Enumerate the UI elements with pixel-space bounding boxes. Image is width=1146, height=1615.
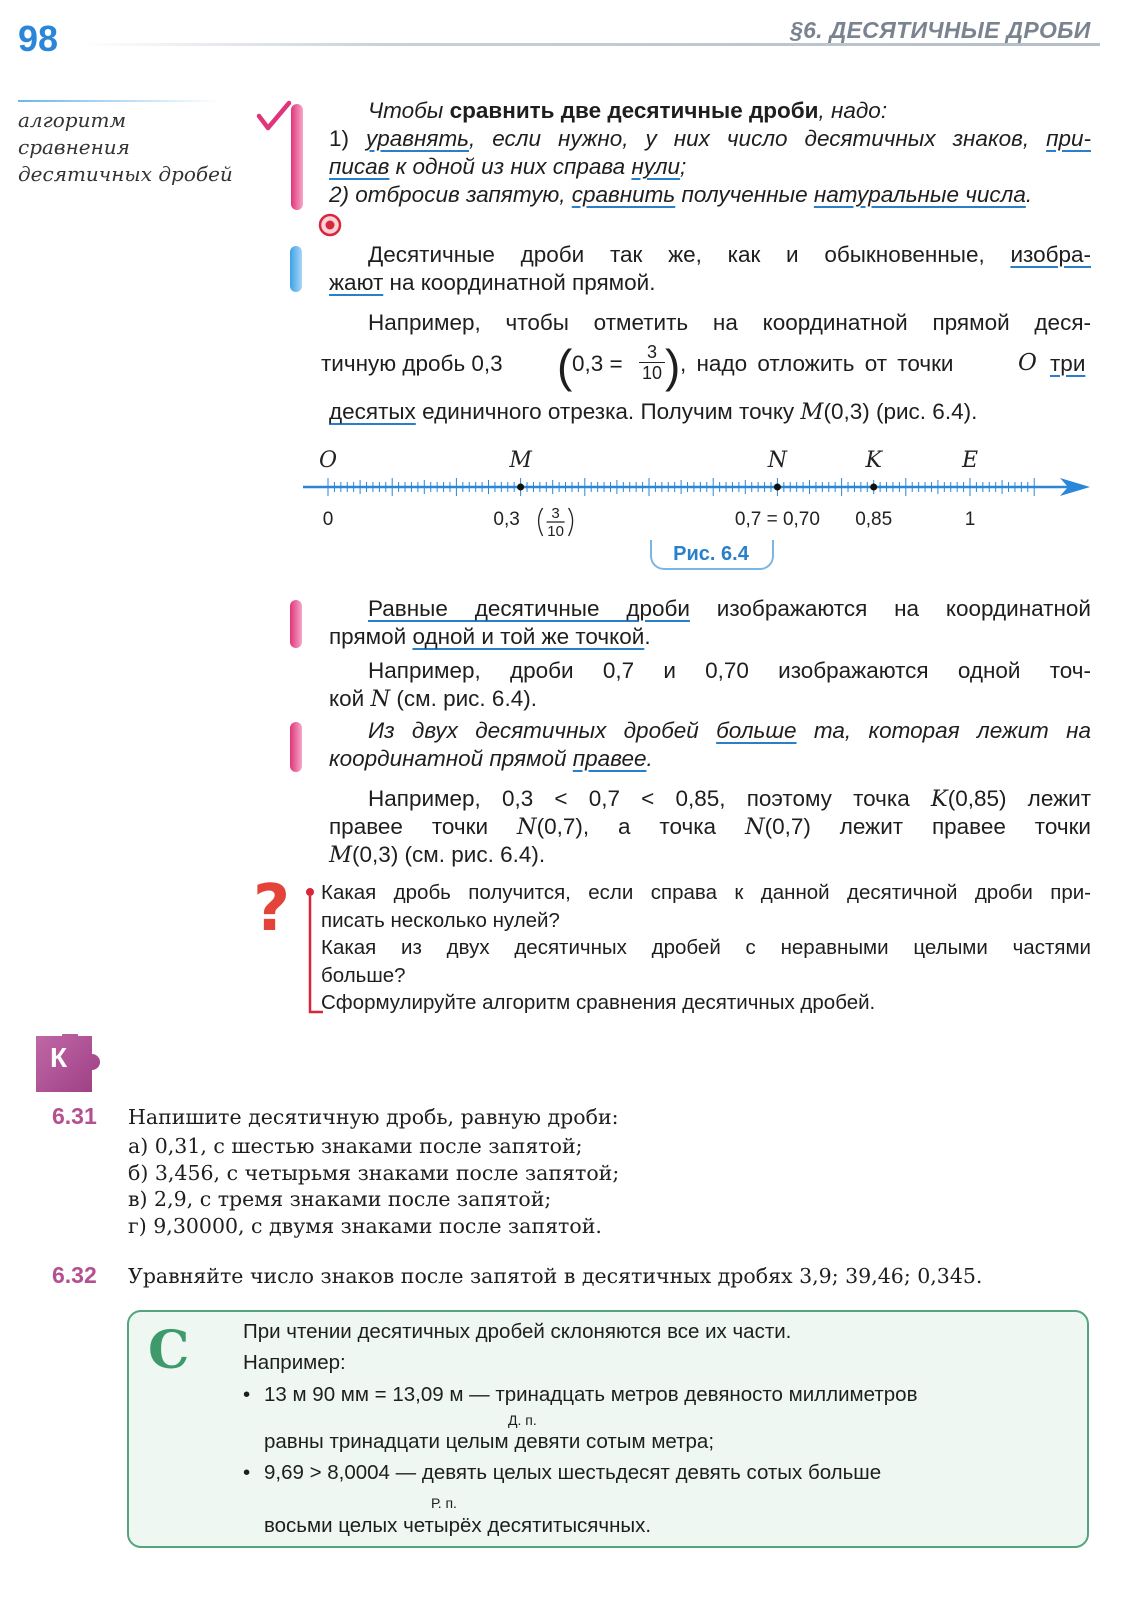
underlined-text: сравнить — [571, 182, 676, 207]
underlined-text: натуральные числа — [813, 182, 1026, 207]
text: (0,7) лежит правее точки — [764, 814, 1091, 839]
check-mark-icon — [256, 100, 292, 134]
point-letter: E — [961, 448, 979, 473]
note-line: При чтении десятичных дробей склоняются все их части. — [243, 1320, 792, 1343]
text: , надо: — [818, 98, 888, 123]
paren-close: ) — [665, 340, 681, 392]
text: (0,7), а точка — [536, 814, 745, 839]
rule-compare-line — [329, 96, 1119, 125]
exercise-item: б) 3,456, с четырьмя знаками после запятой; — [128, 1160, 620, 1185]
example-line: Например, чтобы отметить на координатной прямой деся- — [368, 310, 1091, 335]
point-label: 1 — [964, 509, 976, 530]
question-line: Какая из двух десятичных дробей с неравными целыми частями — [321, 936, 1091, 959]
point-label: 0,7 = 0,70 — [734, 509, 820, 530]
frac-num: 3 — [551, 505, 560, 522]
figure-caption: Рис. 6.4 — [673, 543, 749, 565]
puzzle-piece-icon — [34, 1034, 106, 1098]
rule-bracket — [290, 722, 302, 772]
example-line — [321, 340, 1091, 390]
italic-letter: M — [800, 399, 824, 425]
margin-note-line: десятичных дробей — [18, 162, 233, 186]
text: изображаются на координатной — [689, 596, 1091, 621]
italic-letter: N — [516, 814, 537, 840]
point-letter: K — [865, 448, 882, 473]
point-dot — [517, 484, 524, 491]
text: Чтобы — [368, 98, 450, 123]
fraction — [639, 342, 665, 383]
question-line: писать несколько нулей? — [321, 908, 560, 932]
example-line — [329, 812, 1091, 842]
underlined-text: писав — [329, 154, 390, 179]
example-line — [329, 397, 1099, 427]
section-title: §6. ДЕСЯТИЧНЫЕ ДРОБИ — [790, 17, 1091, 43]
bullet: • — [243, 1461, 251, 1484]
text: та, которая лежит на — [796, 718, 1091, 743]
text: координатной прямой — [329, 746, 573, 771]
text: к одной из них справа — [389, 154, 632, 179]
question-line: Сформулируйте алгоритм сравнения десятичных дробей. — [321, 991, 876, 1014]
text: (см. рис. 6.4). — [390, 686, 537, 711]
underlined-text: уравнять — [366, 126, 470, 151]
margin-note-rule — [18, 100, 218, 102]
rule-compare-line — [329, 180, 1119, 209]
underlined-text: больше — [716, 718, 797, 743]
text: ; — [680, 154, 687, 179]
exercise-items — [128, 1133, 619, 1239]
question-line: Какая дробь получится, если справа к данной десятичной дроби при- — [321, 881, 1091, 904]
underlined-text: правее — [572, 746, 647, 771]
text: 2) отбросив запятую, — [329, 182, 572, 207]
note-line: 9,69 > 8,0004 — девять целых шестьдесят девять сотых больше — [264, 1461, 882, 1484]
underlined-text: Равные десятичные дроби — [368, 596, 690, 621]
text: (0,3) (см. рис. 6.4). — [352, 842, 546, 867]
frac-paren-open — [539, 508, 543, 536]
text: 0,3 = — [572, 351, 623, 376]
rule-greater-line — [329, 744, 1119, 773]
italic-letter: N — [370, 686, 391, 712]
text: кой — [329, 686, 371, 711]
text: 1) — [329, 126, 367, 151]
exercise-item: а) 0,31, с шестью знаками после запятой; — [128, 1134, 583, 1158]
note-line: равны тринадцати целым девяти сотым метра; — [264, 1430, 715, 1453]
margin-note — [18, 107, 233, 188]
point-letter: O — [318, 448, 338, 473]
text: на координатной прямой. — [383, 270, 656, 295]
number-line-figure — [300, 440, 1100, 540]
text: прямой — [329, 624, 413, 649]
text: тичную дробь 0,3 — [321, 351, 503, 376]
underlined-text: нули — [631, 154, 681, 179]
point-label: 0,3 — [493, 509, 520, 530]
rule-greater-line — [329, 716, 1091, 745]
case-label: Р. п. — [431, 1495, 457, 1511]
text: , надо отложить от точки — [680, 351, 954, 376]
point-label: 0,85 — [855, 509, 893, 530]
puzzle-letter: К — [50, 1042, 68, 1073]
point-label: 0 — [322, 509, 334, 530]
point-dot — [774, 484, 781, 491]
point-dot — [870, 484, 877, 491]
question-mark-icon: ? — [253, 872, 291, 946]
text: Десятичные дроби так же, как и обыкновенные, — [368, 242, 1011, 267]
text: Из двух десятичных дробей — [368, 718, 717, 743]
italic-letter: M — [329, 842, 353, 868]
rule-compare-line — [329, 124, 1091, 153]
exercise-item: в) 2,9, с тремя знаками после запятой; — [128, 1187, 552, 1211]
note-box — [127, 1310, 1089, 1548]
rule-bracket — [291, 104, 303, 210]
frac-paren-close — [569, 508, 573, 536]
text: (0,3) (рис. 6.4). — [823, 399, 978, 424]
italic-letter: O — [1018, 350, 1037, 376]
rule-equal-line — [329, 594, 1091, 623]
text: , если нужно, у них число десятичных знаков, — [469, 126, 1047, 151]
underlined-text: изобра- — [1010, 242, 1091, 267]
bold-text: сравнить две десятичные дроби — [449, 98, 819, 123]
rule-equal-line — [329, 622, 1119, 651]
underlined-text: жают — [329, 270, 384, 295]
note-line: Например: — [243, 1351, 346, 1374]
example-line: Например, дроби 0,7 и 0,70 изображаются одной точ- — [368, 658, 1091, 683]
text: . — [644, 624, 651, 649]
underlined-text: при- — [1046, 126, 1091, 151]
exercise-text: Уравняйте число знаков после запятой в десятичных дробях 3,9; 39,46; 0,345. — [128, 1264, 983, 1288]
italic-letter: K — [930, 786, 948, 812]
example-line — [329, 684, 1119, 714]
note-logo-icon: С — [148, 1320, 190, 1381]
note-line: 13 м 90 мм = 13,09 м — тринадцать метров девяносто миллиметров — [264, 1383, 918, 1406]
margin-note-line: сравнения — [18, 135, 130, 159]
exercise-text: Напишите десятичную дробь, равную дроби: — [128, 1105, 619, 1129]
text: единичного отрезка. Получим точку — [415, 399, 801, 424]
example-line — [329, 784, 1091, 814]
rule-bracket — [290, 600, 302, 648]
exercise-item: г) 9,30000, с двумя знаками после запятой. — [128, 1213, 602, 1238]
frac-den: 10 — [547, 523, 564, 540]
rule-compare-line — [329, 152, 1119, 181]
note-line: восьми целых четырёх десятитысячных. — [264, 1514, 652, 1537]
case-label: Д. п. — [508, 1412, 537, 1428]
number-line — [300, 440, 1100, 540]
rule-bracket — [290, 246, 302, 292]
italic-letter: N — [744, 814, 765, 840]
paren-open: ( — [557, 340, 573, 392]
fraction-num: 3 — [639, 342, 665, 363]
point-letter: N — [767, 448, 788, 473]
text: (0,85) лежит — [947, 786, 1092, 811]
page-number: 98 — [18, 18, 59, 59]
exercise-number: 6.31 — [52, 1103, 97, 1129]
underlined-text: одной и той же точкой — [412, 624, 645, 649]
text: . — [646, 746, 653, 771]
underlined-text: десятых — [329, 399, 416, 424]
text: правее точки — [329, 814, 517, 839]
target-icon — [318, 213, 342, 237]
rule-coord-line — [329, 268, 1119, 297]
rule-coord-line — [329, 240, 1091, 269]
text: Например, 0,3 < 0,7 < 0,85, поэтому точка — [368, 786, 931, 811]
fraction-den: 10 — [641, 363, 663, 383]
underlined-text: три — [1050, 351, 1086, 376]
bullet: • — [243, 1383, 251, 1406]
text: . — [1025, 182, 1033, 207]
exercise-number: 6.32 — [52, 1262, 97, 1288]
questions — [321, 879, 1091, 1017]
text: полученные — [675, 182, 814, 207]
example-line — [329, 840, 1119, 870]
margin-note-line: алгоритм — [18, 108, 127, 132]
point-letter: M — [509, 448, 532, 473]
question-line: больше? — [321, 963, 406, 987]
